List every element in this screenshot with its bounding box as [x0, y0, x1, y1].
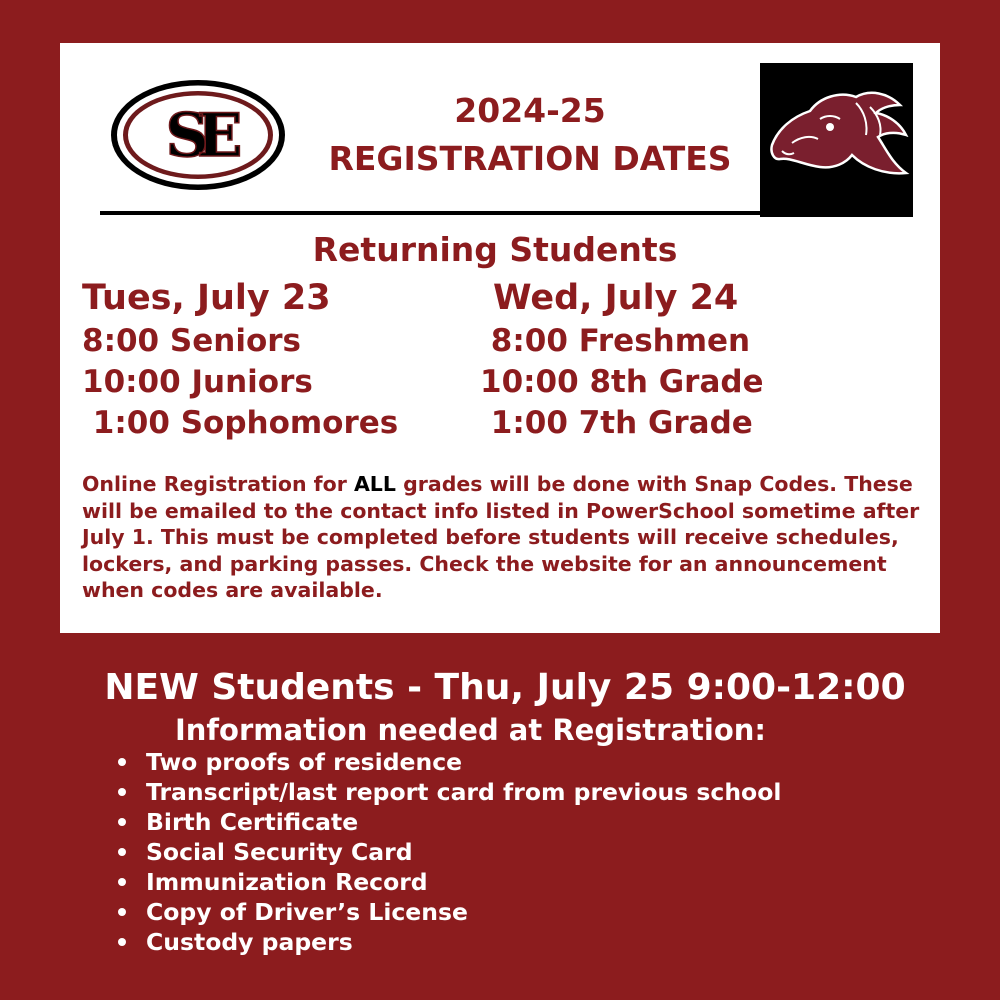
schedule-column-wednesday: [480, 275, 764, 444]
list-item-label: Immunization Record: [146, 868, 428, 896]
list-item: [118, 927, 781, 957]
list-item-label: Social Security Card: [146, 838, 413, 866]
list-item: [118, 777, 781, 807]
schedule-slot: 8:00 Seniors: [82, 323, 301, 359]
bullet-icon: [118, 788, 126, 796]
list-item: [118, 897, 781, 927]
title-year: 2024-25: [454, 91, 606, 130]
list-item: [118, 837, 781, 867]
list-item: [118, 867, 781, 897]
note-text-end: grades will be done with Snap Codes. These will be emailed to the contact info listed in PowerSchool sometime after July 1. This must be completed before students will receive schedules, lockers, and parking passes. Check the website for an announcement when codes are available.: [82, 472, 920, 602]
list-item-label: Two proofs of residence: [146, 748, 463, 776]
schedule-slot: 10:00 Juniors: [82, 364, 313, 400]
bullet-icon: [118, 938, 126, 946]
page-title: [290, 87, 770, 183]
bullet-icon: [118, 878, 126, 886]
list-item-label: Copy of Driver’s License: [146, 898, 468, 926]
schedule-column-tuesday: [82, 275, 398, 444]
divider: [100, 211, 760, 215]
note-emphasis: ALL: [353, 472, 396, 496]
schedule-slot: 1:00 Sophomores: [82, 405, 399, 441]
list-item-label: Transcript/last report card from previous school: [146, 778, 782, 806]
bullet-icon: [118, 848, 126, 856]
online-registration-note: [82, 471, 922, 604]
returning-heading: Returning Students: [312, 230, 678, 269]
schedule-day: Tues, July 23: [82, 278, 331, 318]
list-item-label: Birth Certificate: [146, 808, 359, 836]
list-item-label: Custody papers: [146, 928, 353, 956]
new-students-heading: NEW Students - Thu, July 25 9:00-12:00: [104, 667, 906, 708]
mustang-mascot-icon: [760, 63, 913, 217]
schedule-slot: 1:00 7th Grade: [480, 405, 753, 441]
title-main: REGISTRATION DATES: [328, 139, 732, 178]
list-item: [118, 807, 781, 837]
registration-card: [60, 43, 940, 633]
requirements-list: [118, 747, 781, 957]
note-text-start: Online Registration for: [82, 472, 354, 496]
bullet-icon: [118, 758, 126, 766]
info-needed-heading: Information needed at Registration:: [175, 713, 766, 747]
schedule-day: Wed, July 24: [493, 278, 739, 318]
schedule-slot: 8:00 Freshmen: [480, 323, 751, 359]
se-school-logo-icon: [108, 77, 288, 193]
se-monogram: SE: [165, 101, 231, 171]
bullet-icon: [118, 818, 126, 826]
list-item: [118, 747, 781, 777]
schedule-slot: 10:00 8th Grade: [480, 364, 764, 400]
bullet-icon: [118, 908, 126, 916]
